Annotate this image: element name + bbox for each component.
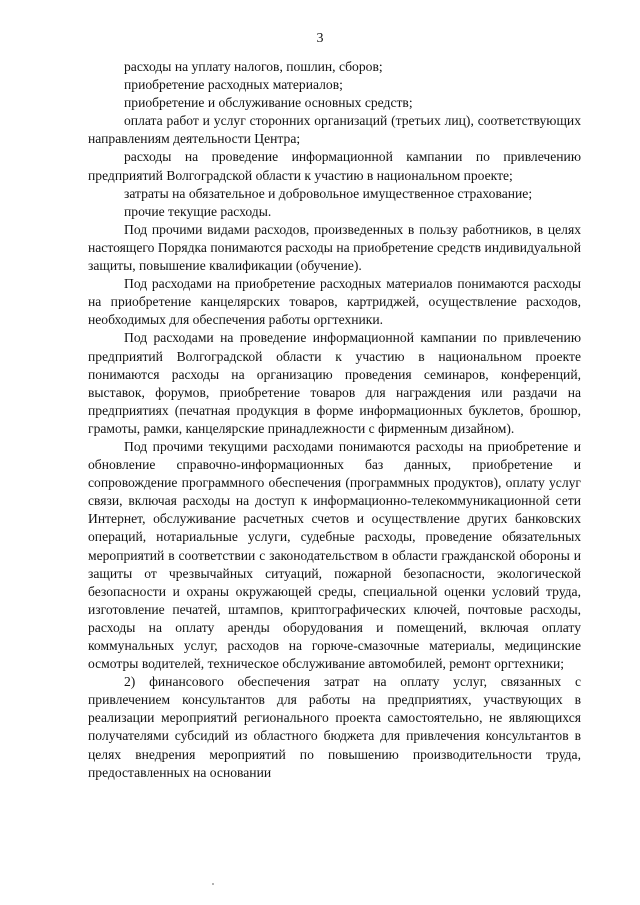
paragraph: расходы на уплату налогов, пошлин, сборов; xyxy=(124,59,383,74)
paragraph: Под прочими текущими расходами понимаются расходы на приобретение и обновление справочно-информационных баз данных, приобретение и сопровождение программного обеспечения (программных продуктов), оплату услуг связи, включая расходы на доступ к информационно-телекоммуникационной сети Интернет, обслуживание расчетных счетов и осуществление других банковских операций, нотариальные услуги, судебные расходы, проведение обязательных мероприятий в соответствии с законодательством в области гражданской обороны и защиты от чрезвычайных ситуаций, пожарной безопасности, экологической безопасности и охраны окружающей среды, специальной оценки условий труда, изготовление печатей, штампов, криптографических ключей, почтовые расходы, расходы на оплату аренды оборудования и помещений, включая оплату коммунальных услуг, расходов на горюче-смазочные материалы, медицинские осмотры водителей, техническое обслуживание автомобилей, ремонт оргтехники; xyxy=(88,438,581,672)
paragraph: оплата работ и услуг сторонних организаций (третьих лиц), соответствующих направлениям деятельности Центра; xyxy=(88,113,581,147)
paragraph: расходы на проведение информационной кампании по привлечению предприятий Волгоградской области к участию в национальном проекте; xyxy=(88,149,581,183)
paragraph: Под прочими видами расходов, произведенных в пользу работников, в целях настоящего Порядка понимаются расходы на приобретение средств индивидуальной защиты, повышение квалификации (обучение). xyxy=(88,221,581,274)
paragraph: Под расходами на проведение информационной кампании по привлечению предприятий Волгоградской области к участию в национальном проекте понимаются расходы на организацию проведения семинаров, конференций, выставок, форумов, приобретение товаров для награждения или раздачи на предприятиях (печатная продукция в форме информационных буклетов, брошюр, грамоты, рамки, канцелярские принадлежности с фирменным дизайном). xyxy=(88,330,581,436)
scan-speck xyxy=(212,883,214,885)
paragraph: Под расходами на приобретение расходных материалов понимаются расходы на приобретение канцелярских товаров, картриджей, осуществление расходов, необходимых для обеспечения работы оргтехники. xyxy=(88,276,581,328)
paragraph: приобретение и обслуживание основных средств; xyxy=(124,95,413,111)
paragraph: затраты на обязательное и добровольное имущественное страхование; xyxy=(124,185,533,201)
page-number: 3 xyxy=(316,31,324,46)
paragraph: 2) финансового обеспечения затрат на оплату услуг, связанных с привлечением консультантов для работы на предприятиях, участвующих в реализации мероприятий регионального проекта самостоятельно, не являющихся получателями субсидий из областного бюджета для привлечения консультантов в целях внедрения мероприятий по повышению производительности труда, предоставленных на основании xyxy=(88,674,581,780)
document-body xyxy=(88,58,581,782)
paragraph: приобретение расходных материалов; xyxy=(124,77,343,93)
paragraph: прочие текущие расходы. xyxy=(124,203,272,219)
